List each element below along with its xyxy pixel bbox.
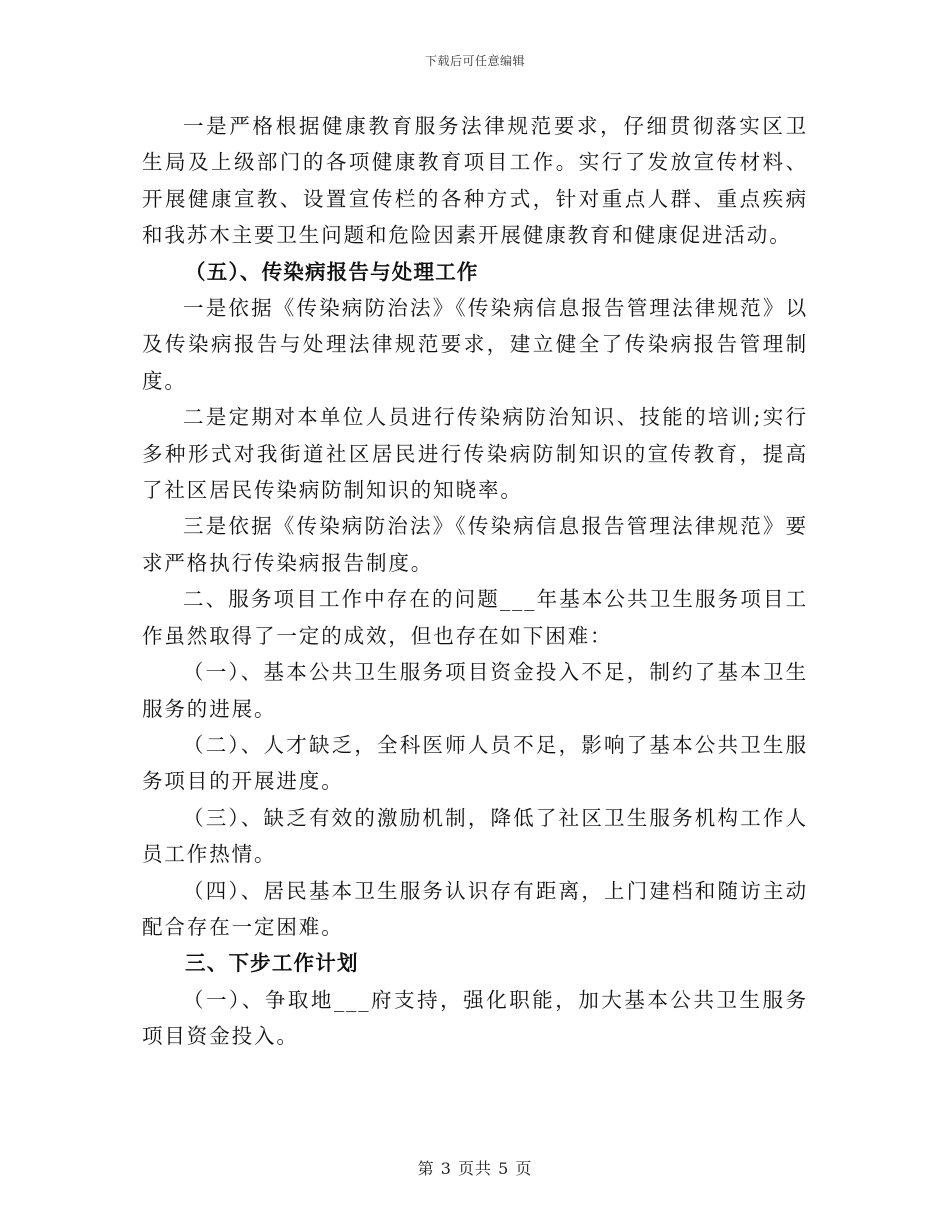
paragraph-problems-intro: 二、服务项目工作中存在的问题___年基本公共卫生服务项目工作虽然取得了一定的成效，但也存在如下困难：	[142, 587, 808, 648]
paragraph-reporting-enforcement: 三是依据《传染病防治法》《传染病信息报告管理法律规范》要求严格执行传染病报告制度。	[142, 514, 808, 575]
section-heading-next-plan: 三、下步工作计划	[185, 951, 359, 976]
paragraph-health-education: 一是严格根据健康教育服务法律规范要求，仔细贯彻落实区卫生局及上级部门的各项健康教育项目工作。实行了发放宣传材料、开展健康宣教、设置宣传栏的各种方式，针对重点人群、重点疾病和我苏木主要卫生问题和危险因素开展健康教育和健康促进活动。	[142, 114, 808, 248]
page-header: 下载后可任意编辑	[424, 54, 525, 68]
paragraph-problem-2: （二）、人才缺乏，全科医师人员不足，影响了基本公共卫生服务项目的开展进度。	[142, 732, 808, 794]
document-body	[142, 108, 808, 1055]
paragraph-problem-3: （三）、缺乏有效的激励机制，降低了社区卫生服务机构工作人员工作热情。	[142, 805, 808, 867]
page-footer-page-number: 第 3 页共 5 页	[417, 1159, 533, 1178]
paragraph-plan-1: （一）、争取地___府支持，强化职能，加大基本公共卫生服务项目资金投入。	[142, 987, 808, 1049]
paragraph-problem-1: （一）、基本公共卫生服务项目资金投入不足，制约了基本卫生服务的进展。	[142, 660, 808, 721]
paragraph-training: 二是定期对本单位人员进行传染病防治知识、技能的培训;实行多种形式对我街道社区居民进行传染病防制知识的宣传教育，提高了社区居民传染病防制知识的知晓率。	[142, 405, 808, 503]
section-heading-infectious-disease: （五）、传染病报告与处理工作	[185, 259, 479, 284]
paragraph-problem-4: （四）、居民基本卫生服务认识存有距离，上门建档和随访主动配合存在一定困难。	[142, 878, 808, 939]
paragraph-reporting-system: 一是依据《传染病防治法》《传染病信息报告管理法律规范》以及传染病报告与处理法律规范要求，建立健全了传染病报告管理制度。	[142, 296, 808, 393]
